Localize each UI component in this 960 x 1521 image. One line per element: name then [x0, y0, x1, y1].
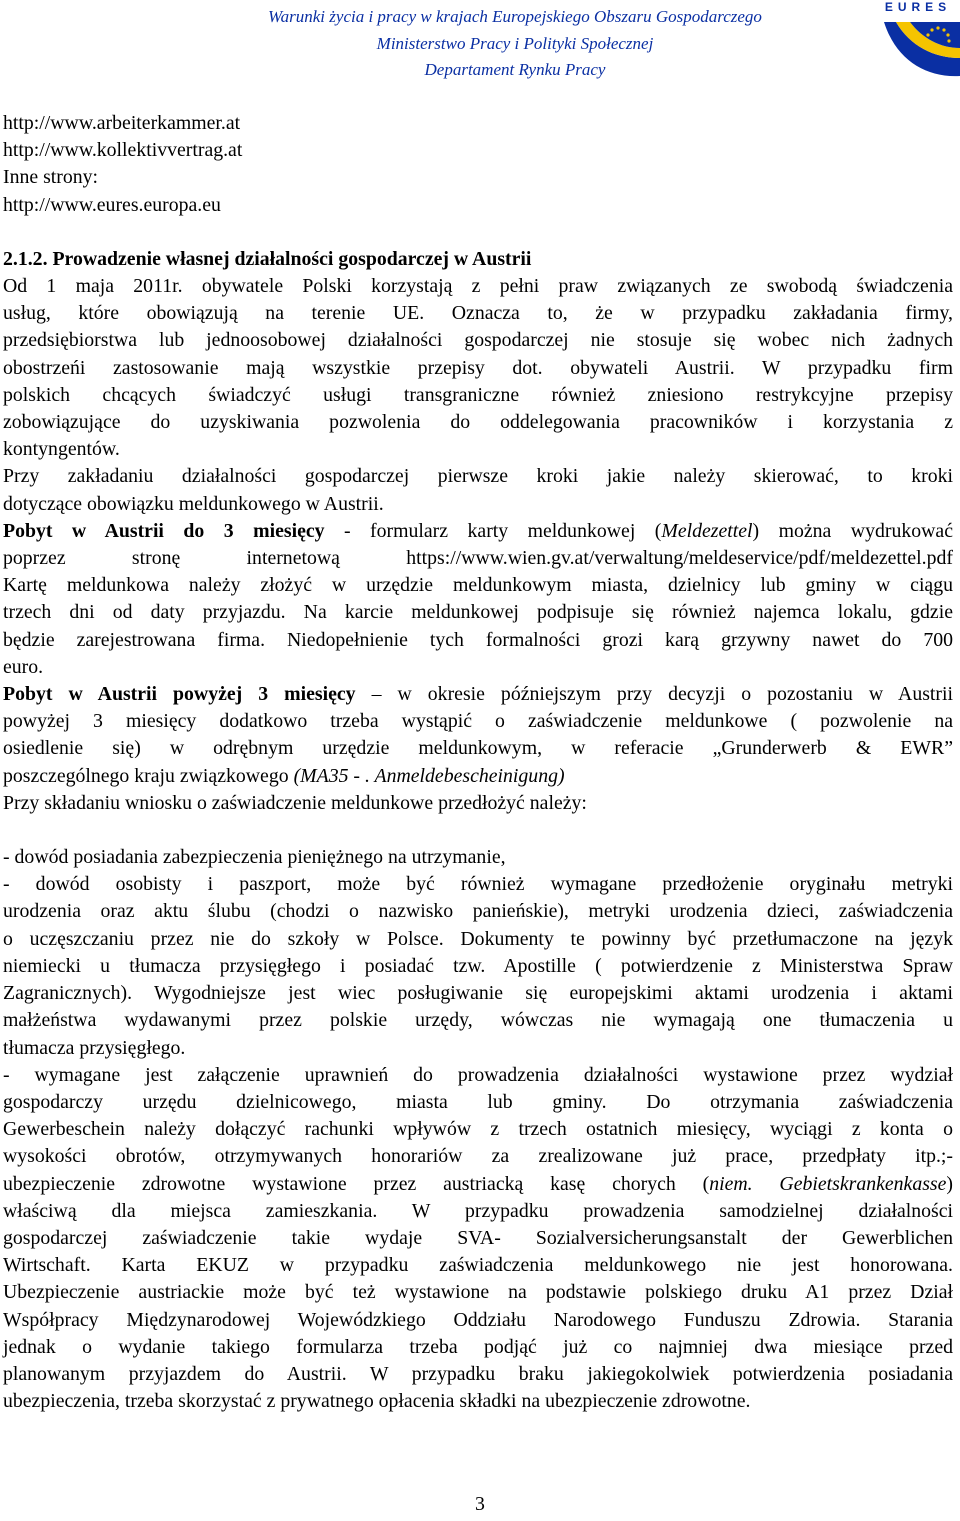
page-number: 3 — [475, 1493, 485, 1515]
paragraph-line: Pobyt w Austrii powyżej 3 miesięcy – w okresie późniejszym przy decyzji o pozostaniu w Austrii — [3, 683, 953, 706]
eures-logo-text: EURES — [884, 0, 952, 14]
list-item-line: tłumacza przysięgłego. — [3, 1036, 186, 1059]
paragraph-line: kontyngentów. — [3, 438, 120, 461]
list-item-line: Współpracy Międzynarodowej Wojewódzkiego Oddziału Narodowego Funduszu Zdrowia. Starania — [3, 1308, 953, 1331]
list-item-line: ubezpieczenie zdrowotne wystawione przez austriacką kasę chorych (niem. Gebietskrankenkasse) — [3, 1172, 953, 1195]
header-line-1: Warunki życia i pracy w krajach Europejskiego Obszaru Gospodarczego — [268, 7, 762, 26]
paragraph-line: obostrzeńi zastosowanie mają wszystkie przepisy dot. obywateli Austrii. W przypadku firm — [3, 356, 953, 379]
list-item-line: jednak o wydanie takiego formularza trzeba podjąć już co najmniej dwa miesiące przed — [3, 1335, 953, 1358]
bold-heading: Pobyt w Austrii do 3 miesięcy — [3, 519, 325, 542]
list-item-line: Zagranicznych). Wygodniejsze jest wiec posługiwanie się europejskimi aktami urodzenia i aktami — [3, 982, 953, 1005]
paragraph-line: Przy zakładaniu działalności gospodarczej pierwsze kroki jakie należy skierować, to kroki — [3, 465, 953, 488]
paragraph-line: osiedlenie się) w odrębnym urzędzie meldunkowym, w referacie „Grunderwerb & EWR” — [3, 737, 953, 760]
document-body — [3, 110, 953, 1415]
paragraph-line: przedsiębiorstwa lub jednoosobowej działalności gospodarczej nie stosuje się wobec nich żadnych — [3, 329, 953, 352]
list-item-line: gospodarczej zaświadczenie takie wydaje SVA- Sozialversicherungsanstalt der Gewerblichen — [3, 1226, 953, 1249]
list-item-line: właściwą dla miejsca zamieszkania. W przypadku prowadzenia samodzielnej działalności — [3, 1199, 953, 1222]
paragraph-line: euro. — [3, 655, 44, 678]
list-item: - dowód osobisty i paszport, może być również wymagane przedłożenie oryginału metryki — [3, 873, 953, 896]
list-item-line: planowanym przyjazdem do Austrii. W przypadku braku jakiegokolwiek potwierdzenia posiadania — [3, 1362, 953, 1385]
paragraph-line: dotyczące obowiązku meldunkowego w Austrii. — [3, 492, 384, 515]
list-item-line: ubezpieczenia, trzeba skorzystać z prywatnego opłacenia składki na ubezpieczenie zdrowotne. — [3, 1390, 751, 1413]
section-title: 2.1.2. Prowadzenie własnej działalności gospodarczej w Austrii — [3, 247, 532, 270]
paragraph-line: usług, które obowiązują na terenie UE. Oznacza to, że w przypadku zakładania firmy, — [3, 302, 953, 325]
header-line-2: Ministerstwo Pracy i Polityki Społecznej — [376, 33, 654, 53]
page-header — [0, 0, 960, 82]
list-item-line: Gewerbeschein należy dołączyć rachunki wpływów z trzech ostatnich miesięcy, wyciągi z konta o — [3, 1118, 953, 1141]
list-item-line: urodzenia oraz aktu ślubu (chodzi o nazwisko panieńskie), metryki urodzenia dzieci, zaświadczenia — [3, 900, 953, 923]
paragraph-line: zobowiązujące do uzyskiwania pozwolenia do oddelegowania pracowników i korzystania z — [3, 411, 953, 434]
paragraph-line: poprzez stronę internetową https://www.wien.gv.at/verwaltung/meldeservice/pdf/meldezettel.pdf — [3, 547, 953, 570]
paragraph-line: poszczególnego kraju związkowego (MA35 - . Anmeldebescheinigung) — [3, 764, 565, 787]
list-item-line: Ubezpieczenie austriackie może być też wystawione na podstawie polskiego druku A1 przez Dział — [3, 1281, 953, 1304]
paragraph-line: będzie zarejestrowana firma. Niedopełnienie tych formalności grozi karą grzywny nawet do 700 — [3, 628, 953, 651]
paragraph-line: Przy składaniu wniosku o zaświadczenie meldunkowe przedłożyć należy: — [3, 791, 587, 814]
paragraph-line: Pobyt w Austrii do 3 miesięcy - formularz karty meldunkowej (Meldezettel) można wydrukować — [3, 519, 953, 542]
list-item-line: o uczęszczaniu przez nie do szkoły w Polsce. Dokumenty te powinny być przetłumaczone na język — [3, 927, 953, 950]
paragraph-line: Kartę meldunkowa należy złożyć w urzędzie meldunkowym miasta, dzielnicy lub gminy w ciągu — [3, 574, 953, 597]
list-item-line: wysokości obrotów, otrzymywanych honorariów za zrealizowane już prace, przedpłaty itp.;- — [3, 1145, 953, 1168]
paragraph-line: Od 1 maja 2011r. obywatele Polski korzystają z pełni praw związanych ze swobodą świadczenia — [3, 275, 953, 298]
link-arbeiterkammer[interactable]: http://www.arbeiterkammer.at — [3, 112, 241, 134]
paragraph-line: polskich chcących świadczyć usługi transgraniczne również zniesiono restrykcyjne przepisy — [3, 383, 953, 406]
list-item-line: niemiecki u tłumacza przysięgłego i posiadać tzw. Apostille ( potwierdzenie z Ministerstwa Spraw — [3, 954, 953, 977]
paragraph-line: trzech dni od daty przyjazdu. Na karcie meldunkowej podpisuje się również najemca lokalu, gdzie — [3, 601, 953, 624]
other-pages-label: Inne strony: — [3, 166, 99, 189]
eures-logo — [876, 0, 960, 82]
list-item-line: gospodarczy urzędu dzielnicowego, miasta lub gminy. Do otrzymania zaświadczenia — [3, 1090, 953, 1113]
paragraph-line: powyżej 3 miesięcy dodatkowo trzeba wystąpić o zaświadczenie meldunkowe ( pozwolenie na — [3, 710, 953, 733]
list-item: - wymagane jest załączenie uprawnień do prowadzenia działalności wystawione przez wydział — [3, 1063, 953, 1086]
eures-logo-graphic — [876, 0, 960, 82]
list-item: - dowód posiadania zabezpieczenia pieniężnego na utrzymanie, — [3, 846, 506, 869]
link-eures[interactable]: http://www.eures.europa.eu — [3, 193, 221, 216]
header-line-3: Departament Rynku Pracy — [424, 60, 606, 79]
list-item-line: małżeństwa wydawanymi przez polskie urzędy, wówczas nie wymagają one tłumaczenia u — [3, 1009, 953, 1032]
list-item-line: Wirtschaft. Karta EKUZ w przypadku zaświadczenia meldunkowego nie jest honorowana. — [3, 1254, 953, 1277]
header-text — [190, 4, 840, 84]
bold-heading: Pobyt w Austrii powyżej 3 miesięcy — [3, 683, 356, 706]
link-kollektivvertrag[interactable]: http://www.kollektivvertrag.at — [3, 139, 243, 162]
